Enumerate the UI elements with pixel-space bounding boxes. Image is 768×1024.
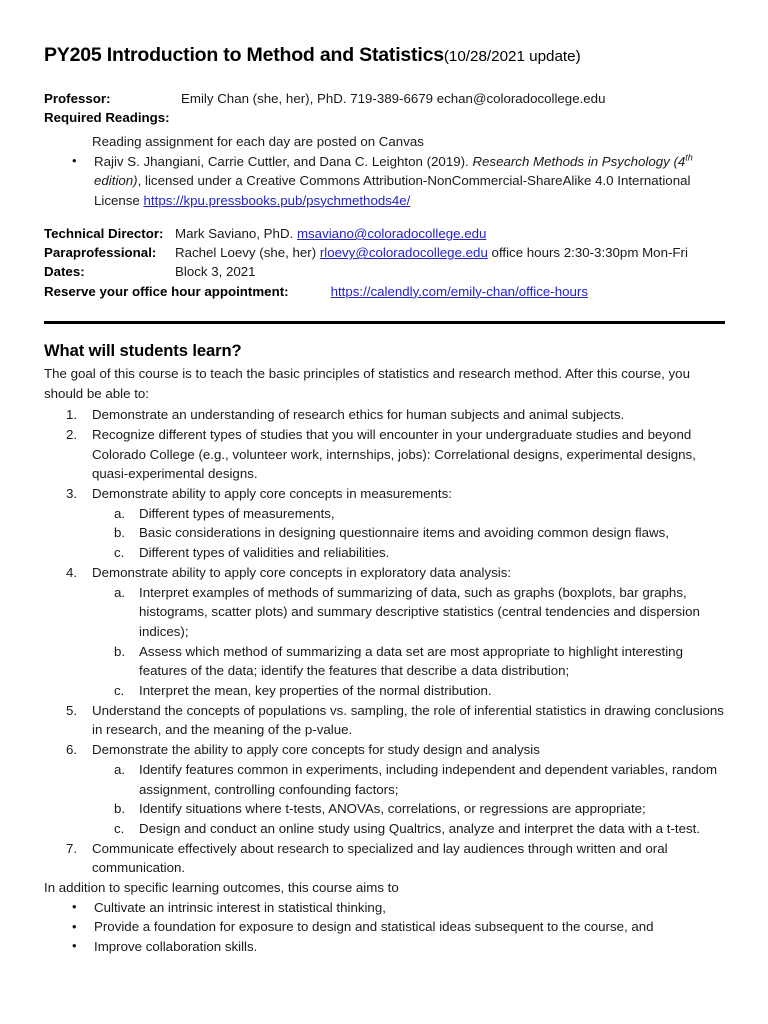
sub-list-item: [92, 504, 725, 524]
sub-list-item-text: Different types of validities and reliabilities.: [139, 545, 390, 561]
addition-intro: In addition to specific learning outcomes, this course aims to: [44, 880, 399, 896]
citation-edition: edition): [94, 173, 138, 189]
calendly-link[interactable]: https://calendly.com/emily-chan/office-hours: [330, 283, 588, 299]
sub-list-item: [92, 543, 725, 563]
list-marker: 2.: [66, 426, 78, 442]
list-marker: 3.: [66, 486, 78, 502]
sub-list-marker: b.: [114, 643, 126, 659]
sub-list-item-text: Interpret examples of methods of summarizing of data, such as graphs (boxplots, bar graphs, histograms, scatter plots) and summary descriptive statistics (central tendencies and dispersion indices);: [139, 584, 700, 639]
canvas-note: Reading assignment for each day are posted on Canvas: [92, 134, 424, 150]
citation-title: Research Methods in Psychology (4: [472, 153, 686, 169]
sub-list-marker: c.: [114, 683, 125, 699]
sub-list: [92, 583, 725, 701]
sub-list-marker: a.: [114, 761, 126, 777]
list-marker: 6.: [66, 742, 78, 758]
dates-row: [44, 262, 725, 281]
sub-list-item: [92, 523, 725, 543]
page-title-main: PY205 Introduction to Method and Statistics: [44, 44, 444, 66]
paraprofessional-hours: office hours 2:30-3:30pm Mon-Fri: [487, 245, 688, 261]
sub-list-item-text: Identify situations where t-tests, ANOVAs, correlations, or regressions are appropriate;: [139, 801, 646, 817]
list-marker: 7.: [66, 840, 78, 856]
sub-list-item-text: Different types of measurements,: [139, 505, 335, 521]
list-marker: 5.: [66, 702, 78, 718]
sub-list-item-text: Identify features common in experiments, including independent and dependent variables, random assignment, controlling confounding factors;: [139, 761, 718, 797]
office-hour-label: Reserve your office hour appointment:: [44, 283, 289, 299]
list-item-text: Understand the concepts of populations vs. sampling, the role of inferential statistics in drawing conclusions in research, and the meaning of the p-value.: [92, 702, 724, 738]
sub-list: [92, 760, 725, 839]
section-divider: [44, 321, 725, 324]
sub-list-marker: b.: [114, 525, 126, 541]
list-item: [44, 425, 725, 484]
sub-list-item-text: Interpret the mean, key properties of the normal distribution.: [139, 683, 492, 699]
list-item: • Cultivate an intrinsic interest in statistical thinking,: [44, 898, 725, 918]
sub-list-item: [92, 642, 725, 681]
office-hour-value: [289, 282, 588, 301]
course-aims-list: [44, 898, 725, 957]
pressbooks-link[interactable]: https://kpu.pressbooks.pub/psychmethods4e/: [143, 192, 411, 208]
sub-list-item: [92, 819, 725, 839]
sub-list-marker: a.: [114, 584, 126, 600]
sub-list-item: [92, 760, 725, 799]
paraprofessional-name: Rachel Loevy (she, her): [175, 245, 320, 261]
dates-value: Block 3, 2021: [175, 264, 256, 280]
sub-list-marker: c.: [114, 821, 125, 836]
dates-label: Dates:: [44, 264, 85, 280]
sub-list-marker: b.: [114, 801, 126, 817]
section-heading-learning: What will students learn?: [44, 340, 242, 360]
technical-director-row: [44, 224, 725, 243]
paraprofessional-row: [44, 243, 725, 262]
paraprofessional-label: Paraprofessional:: [44, 245, 157, 261]
sub-list-item: [92, 583, 725, 642]
technical-director-value: [175, 224, 486, 243]
citation-license: , licensed under a Creative Commons Attribution-NonCommercial-ShareAlike 4.0 International License: [94, 173, 691, 208]
required-readings-row: [44, 108, 725, 127]
professor-label: Professor:: [44, 90, 111, 106]
readings-bullet-list: [44, 152, 725, 211]
list-item: [44, 405, 725, 425]
list-item: [44, 563, 725, 701]
list-marker: 4.: [66, 564, 78, 580]
sub-list: [92, 504, 725, 563]
required-readings-label: Required Readings:: [44, 109, 170, 125]
sub-list-item-text: Design and conduct an online study using Qualtrics, analyze and interpret the data with a t-test.: [139, 821, 701, 836]
list-item: [44, 701, 725, 740]
sub-list-item: [92, 799, 725, 819]
page-title-update: (10/28/2021 update): [443, 48, 581, 65]
technical-director-label: Technical Director:: [44, 226, 164, 242]
sub-list-item: [92, 681, 725, 701]
learning-outcomes-list: [44, 405, 725, 878]
technical-director-email-link[interactable]: msaviano@coloradocollege.edu: [296, 226, 487, 242]
list-item-text: Demonstrate the ability to apply core concepts for study design and analysis: [92, 742, 540, 758]
sub-list-marker: a.: [114, 505, 126, 521]
list-item: • Provide a foundation for exposure to design and statistical ideas subsequent to the course, and: [44, 917, 725, 937]
spacer: [44, 210, 725, 224]
list-item: [44, 484, 725, 563]
paraprofessional-value: [175, 243, 688, 262]
learning-intro: The goal of this course is to teach the basic principles of statistics and research method. After this course, you should be able to:: [44, 365, 690, 401]
list-item: • Improve collaboration skills.: [44, 937, 725, 957]
list-marker: 1.: [66, 407, 78, 423]
list-item-text: Recognize different types of studies that you will encounter in your undergraduate studies and beyond Colorado College (e.g., volunteer work, internships, jobs): Correlational designs, experimental designs, quasi-experimental designs.: [92, 426, 696, 482]
sub-list-item-text: Basic considerations in designing questionnaire items and avoiding common design flaws,: [139, 525, 669, 541]
list-item-text: Demonstrate ability to apply core concepts in measurements:: [92, 486, 452, 502]
list-item: [44, 152, 725, 211]
citation-superscript: th: [685, 152, 693, 163]
page-title: [44, 44, 725, 67]
citation-authors: Rajiv S. Jhangiani, Carrie Cuttler, and Dana C. Leighton (2019).: [94, 153, 473, 169]
list-item-text: Communicate effectively about research to specialized and lay audiences through written and oral communication.: [92, 840, 668, 876]
list-item: [44, 740, 725, 839]
professor-value: Emily Chan (she, her), PhD. 719-389-6679 echan@coloradocollege.edu: [181, 90, 606, 106]
sub-list-item-text: Assess which method of summarizing a data set are most appropriate to highlight interesting features of the data; identify the features that describe a data distribution;: [139, 643, 683, 679]
list-item-text: Demonstrate ability to apply core concepts in exploratory data analysis:: [92, 564, 512, 580]
list-item: [44, 839, 725, 878]
paraprofessional-email-link[interactable]: rloevy@coloradocollege.edu: [319, 245, 488, 261]
sub-list-marker: c.: [114, 545, 125, 561]
list-item-text: Demonstrate an understanding of research ethics for human subjects and animal subjects.: [92, 407, 625, 423]
professor-row: [44, 89, 725, 108]
office-hour-row: [44, 282, 725, 301]
technical-director-name: Mark Saviano, PhD.: [175, 226, 297, 242]
